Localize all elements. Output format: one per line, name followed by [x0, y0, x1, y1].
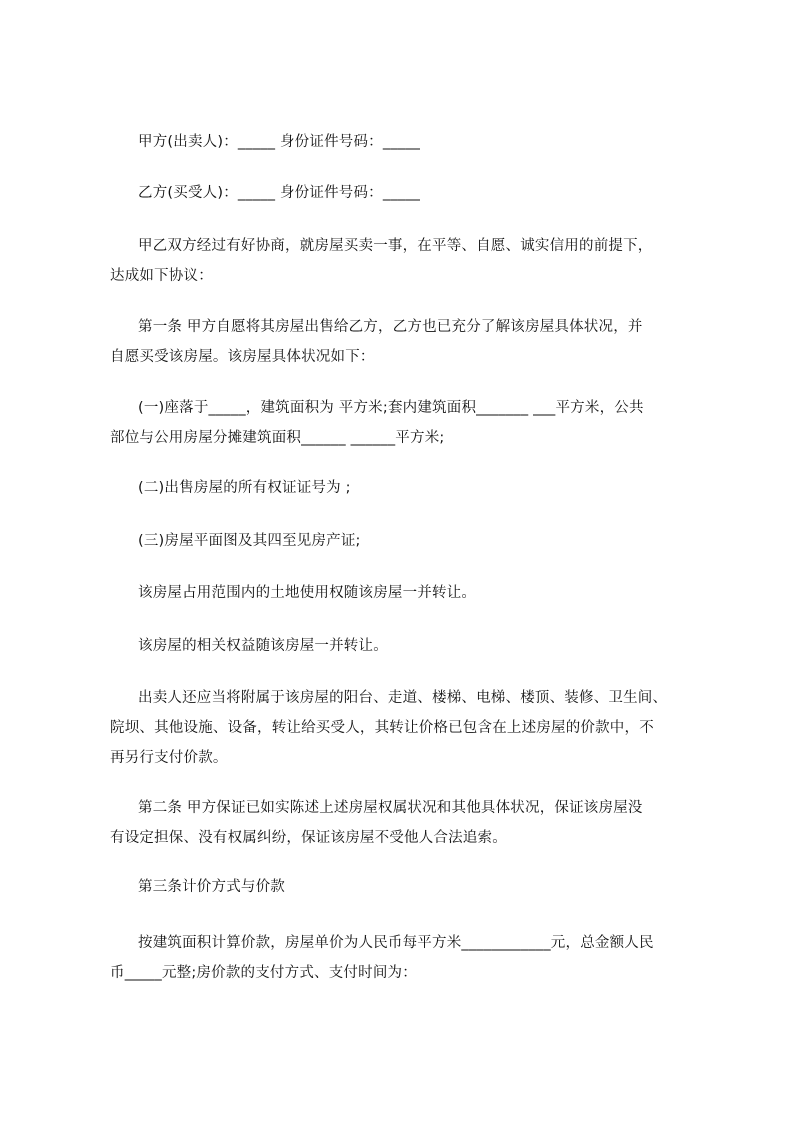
article-2-paragraph	[110, 793, 700, 853]
text-line: 自愿买受该房屋。该房屋具体状况如下：	[110, 349, 375, 365]
text-line: 按建筑面积计算价款，房屋单价为人民币每平方米____________元，总金额人民	[138, 935, 654, 951]
text-line: 乙方(买受人)：_____ 身份证件号码：_____	[138, 185, 421, 201]
text-line: 院坝、其他设施、设备，转让给买受人，其转让价格已包含在上述房屋的价款中，不	[110, 720, 654, 736]
item-1-paragraph	[110, 393, 700, 453]
text-line: 甲方(出卖人)：_____ 身份证件号码：_____	[138, 134, 421, 150]
preamble-paragraph	[110, 231, 700, 291]
item-3-paragraph	[110, 526, 700, 556]
item-2-paragraph	[110, 473, 700, 503]
text-line: 出卖人还应当将附属于该房屋的阳台、走道、楼梯、电梯、楼顶、装修、卫生间、	[138, 690, 668, 706]
rights-paragraph	[110, 631, 700, 661]
land-use-paragraph	[110, 578, 700, 608]
text-line: 第二条 甲方保证已如实陈述上述房屋权属状况和其他具体状况，保证该房屋没	[138, 800, 643, 816]
text-line: (三)房屋平面图及其四至见房产证;	[138, 533, 361, 549]
text-line: 该房屋占用范围内的土地使用权随该房屋一并转让。	[138, 585, 477, 601]
article-3-heading	[110, 872, 700, 902]
text-line: 第三条计价方式与价款	[138, 879, 285, 895]
attachments-paragraph	[110, 683, 700, 773]
text-line: 达成如下协议：	[110, 268, 213, 284]
text-line: 币_____元整;房价款的支付方式、支付时间为：	[110, 965, 417, 981]
text-line: 第一条 甲方自愿将其房屋出售给乙方，乙方也已充分了解该房屋具体状况，并	[138, 319, 643, 335]
text-line: (二)出售房屋的所有权证证号为 ;	[138, 480, 351, 496]
text-line: 甲乙双方经过有好协商，就房屋买卖一事，在平等、自愿、诚实信用的前提下，	[138, 238, 653, 254]
party-a-line	[110, 127, 700, 157]
party-b-line	[110, 178, 700, 208]
text-line: 再另行支付价款。	[110, 750, 228, 766]
article-1-paragraph	[110, 312, 700, 372]
text-line: 该房屋的相关权益随该房屋一并转让。	[138, 638, 388, 654]
text-line: 有设定担保、没有权属纠纷，保证该房屋不受他人合法追索。	[110, 830, 507, 846]
price-paragraph	[110, 928, 700, 988]
text-line: (一)座落于_____，建筑面积为 平方米;套内建筑面积_______ ___平方米，公共	[138, 400, 644, 416]
text-line: 部位与公用房屋分摊建筑面积______ ______平方米;	[110, 430, 445, 446]
